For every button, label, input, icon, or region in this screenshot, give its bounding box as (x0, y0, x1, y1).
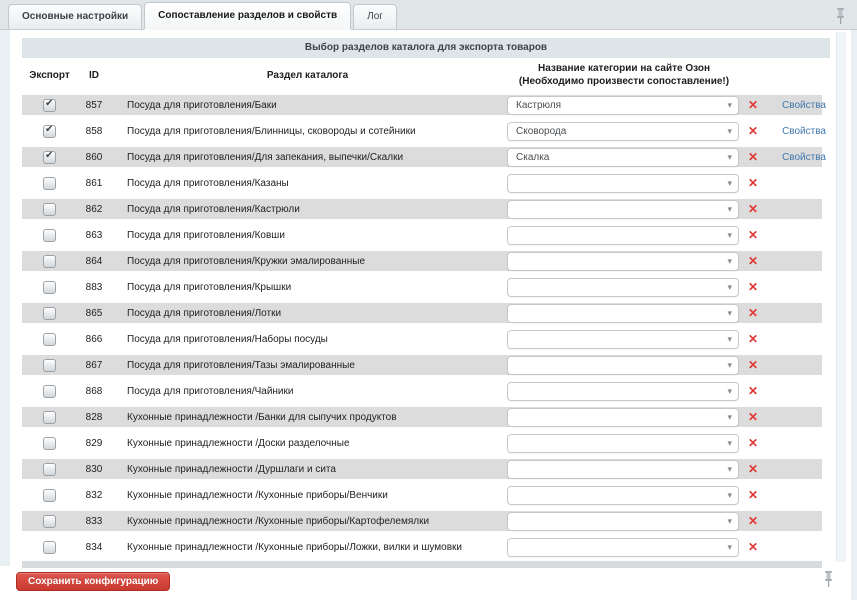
chevron-down-icon: ▾ (727, 359, 732, 370)
export-checkbox[interactable] (43, 437, 56, 450)
table-row (22, 352, 822, 378)
table-row (22, 170, 822, 196)
export-checkbox[interactable] (43, 125, 56, 138)
table-row (22, 144, 826, 170)
tab-sections-mapping[interactable]: Сопоставление разделов и свойств (144, 2, 351, 29)
page-margin-right (851, 30, 857, 600)
catalog-section-label: Посуда для приготовления/Наборы посуды (127, 333, 328, 345)
row-id: 862 (85, 203, 103, 215)
row-id: 828 (85, 411, 103, 423)
clear-icon[interactable]: ✕ (748, 436, 759, 450)
export-checkbox[interactable] (43, 281, 56, 294)
ozon-category-select[interactable] (507, 330, 739, 349)
chevron-down-icon: ▾ (727, 99, 732, 110)
ozon-category-select[interactable] (507, 304, 739, 323)
row-id: 865 (85, 307, 103, 319)
export-checkbox[interactable] (43, 307, 56, 320)
select-value: Кастрюля (516, 99, 562, 111)
table-row (22, 222, 822, 248)
clear-icon[interactable]: ✕ (748, 176, 759, 190)
export-checkbox[interactable] (43, 541, 56, 554)
chevron-down-icon: ▾ (727, 489, 732, 500)
clear-icon[interactable]: ✕ (748, 384, 759, 398)
export-checkbox[interactable] (43, 463, 56, 476)
chevron-down-icon: ▾ (727, 541, 732, 552)
catalog-section-label: Посуда для приготовления/Ковши (127, 229, 285, 241)
table-row (22, 378, 822, 404)
row-id: 863 (85, 229, 103, 241)
clear-icon[interactable]: ✕ (748, 124, 759, 138)
catalog-section-label: Посуда для приготовления/Баки (127, 99, 277, 111)
page-margin-left (0, 30, 10, 566)
row-id: 883 (85, 281, 103, 293)
table-row (22, 300, 822, 326)
select-value: Сковорода (516, 125, 567, 137)
export-checkbox[interactable] (43, 385, 56, 398)
row-id: 834 (85, 541, 103, 553)
catalog-section-label: Посуда для приготовления/Кастрюли (127, 203, 300, 215)
clear-icon[interactable]: ✕ (748, 228, 759, 242)
ozon-category-select[interactable] (507, 512, 739, 531)
chevron-down-icon: ▾ (727, 255, 732, 266)
chevron-down-icon: ▾ (727, 151, 732, 162)
clear-icon[interactable]: ✕ (748, 306, 759, 320)
chevron-down-icon: ▾ (727, 385, 732, 396)
pin-icon[interactable] (836, 8, 845, 30)
table-row (22, 326, 822, 352)
select-value: Скалка (516, 151, 550, 163)
export-checkbox[interactable] (43, 333, 56, 346)
scrollbar-track[interactable] (836, 32, 846, 562)
header-section: Раздел каталога (266, 69, 349, 81)
ozon-category-select[interactable] (507, 408, 739, 427)
header-ozon-category: Название категории на сайте Озон (Необходимо произвести сопоставление!) (518, 63, 730, 87)
row-id: 858 (85, 125, 103, 137)
ozon-category-select[interactable] (507, 538, 739, 557)
tab-log[interactable]: Лог (353, 4, 397, 29)
section-title: Выбор разделов каталога для экспорта товаров (22, 38, 830, 58)
save-configuration-button[interactable]: Сохранить конфигурацию (16, 572, 170, 591)
pin-icon[interactable] (824, 571, 833, 593)
clear-icon[interactable]: ✕ (748, 254, 759, 268)
row-id: 857 (85, 99, 103, 111)
table-row (22, 248, 822, 274)
table-row (22, 118, 826, 144)
header-export: Экспорт (29, 69, 70, 81)
chevron-down-icon: ▾ (727, 125, 732, 136)
clear-icon[interactable]: ✕ (748, 332, 759, 346)
clear-icon[interactable]: ✕ (748, 202, 759, 216)
export-checkbox[interactable] (43, 359, 56, 372)
catalog-section-label: Посуда для приготовления/Для запекания, выпечки/Скалки (127, 151, 404, 163)
ozon-category-select[interactable] (507, 122, 739, 141)
ozon-category-select[interactable] (507, 148, 739, 167)
chevron-down-icon: ▾ (727, 229, 732, 240)
ozon-category-select[interactable] (507, 226, 739, 245)
table-body (22, 92, 826, 560)
row-id: 864 (85, 255, 103, 267)
catalog-section-label: Посуда для приготовления/Крышки (127, 281, 292, 293)
chevron-down-icon: ▾ (727, 177, 732, 188)
ozon-category-select[interactable] (507, 460, 739, 479)
catalog-section-label: Посуда для приготовления/Казаны (127, 177, 289, 189)
row-id: 866 (85, 333, 103, 345)
export-checkbox[interactable] (43, 515, 56, 528)
catalog-section-label: Посуда для приготовления/Тазы эмалированные (127, 359, 355, 371)
catalog-section-label: Кухонные принадлежности /Доски разделочные (127, 437, 350, 449)
table-row (22, 274, 822, 300)
properties-link[interactable]: Свойства (782, 151, 826, 163)
catalog-section-label: Посуда для приготовления/Кружки эмалированные (127, 255, 366, 267)
clear-icon[interactable]: ✕ (748, 150, 759, 164)
clear-icon[interactable]: ✕ (748, 410, 759, 424)
chevron-down-icon: ▾ (727, 515, 732, 526)
table-row (22, 92, 826, 118)
ozon-category-select[interactable] (507, 356, 739, 375)
clear-icon[interactable]: ✕ (748, 98, 759, 112)
catalog-section-label: Кухонные принадлежности /Кухонные приборы/Ложки, вилки и шумовки (127, 541, 463, 553)
ozon-category-select[interactable] (507, 486, 739, 505)
table-row (22, 404, 822, 430)
catalog-section-label: Посуда для приготовления/Лотки (127, 307, 282, 319)
table-row (22, 456, 822, 482)
row-id: 861 (85, 177, 103, 189)
row-id: 829 (85, 437, 103, 449)
chevron-down-icon: ▾ (727, 307, 732, 318)
chevron-down-icon: ▾ (727, 281, 732, 292)
row-id: 868 (85, 385, 103, 397)
tab-bar (0, 0, 857, 30)
export-checkbox[interactable] (43, 489, 56, 502)
properties-link[interactable]: Свойства (782, 99, 826, 111)
export-checkbox[interactable] (43, 411, 56, 424)
ozon-category-select[interactable] (507, 174, 739, 193)
table-row (22, 534, 822, 560)
export-checkbox[interactable] (43, 255, 56, 268)
ozon-category-select[interactable] (507, 382, 739, 401)
clear-icon[interactable]: ✕ (748, 540, 759, 554)
chevron-down-icon: ▾ (727, 333, 732, 344)
chevron-down-icon: ▾ (727, 411, 732, 422)
clear-icon[interactable]: ✕ (748, 462, 759, 476)
catalog-section-label: Кухонные принадлежности /Дуршлаги и сита (127, 463, 336, 475)
catalog-section-label: Посуда для приготовления/Блинницы, сковороды и сотейники (127, 125, 416, 137)
row-id: 832 (85, 489, 103, 501)
row-id: 867 (85, 359, 103, 371)
chevron-down-icon: ▾ (727, 203, 732, 214)
row-id: 833 (85, 515, 103, 527)
catalog-section-label: Кухонные принадлежности /Банки для сыпучих продуктов (127, 411, 397, 423)
ozon-category-select[interactable] (507, 96, 739, 115)
export-checkbox[interactable] (43, 177, 56, 190)
row-id: 830 (85, 463, 103, 475)
clear-icon[interactable]: ✕ (748, 358, 759, 372)
table-row (22, 196, 822, 222)
properties-link[interactable]: Свойства (782, 125, 826, 137)
ozon-category-select[interactable] (507, 278, 739, 297)
clear-icon[interactable]: ✕ (748, 488, 759, 502)
ozon-category-select[interactable] (507, 252, 739, 271)
export-checkbox[interactable] (43, 203, 56, 216)
table-row (22, 430, 822, 456)
table-header (22, 58, 822, 92)
clear-icon[interactable]: ✕ (748, 514, 759, 528)
export-checkbox[interactable] (43, 151, 56, 164)
ozon-category-select[interactable] (507, 200, 739, 219)
table-row (22, 508, 822, 534)
export-checkbox[interactable] (43, 229, 56, 242)
ozon-category-select[interactable] (507, 434, 739, 453)
chevron-down-icon: ▾ (727, 437, 732, 448)
table-row (22, 482, 822, 508)
catalog-section-label: Кухонные принадлежности /Кухонные приборы/Венчики (127, 489, 388, 501)
catalog-section-label: Посуда для приготовления/Чайники (127, 385, 294, 397)
catalog-section-label: Кухонные принадлежности /Кухонные приборы/Картофелемялки (127, 515, 430, 527)
export-checkbox[interactable] (43, 99, 56, 112)
header-id: ID (89, 69, 99, 81)
chevron-down-icon: ▾ (727, 463, 732, 474)
clear-icon[interactable]: ✕ (748, 280, 759, 294)
panel-footer-bar (22, 561, 822, 568)
row-id: 860 (85, 151, 103, 163)
tab-main-settings[interactable]: Основные настройки (8, 4, 142, 29)
